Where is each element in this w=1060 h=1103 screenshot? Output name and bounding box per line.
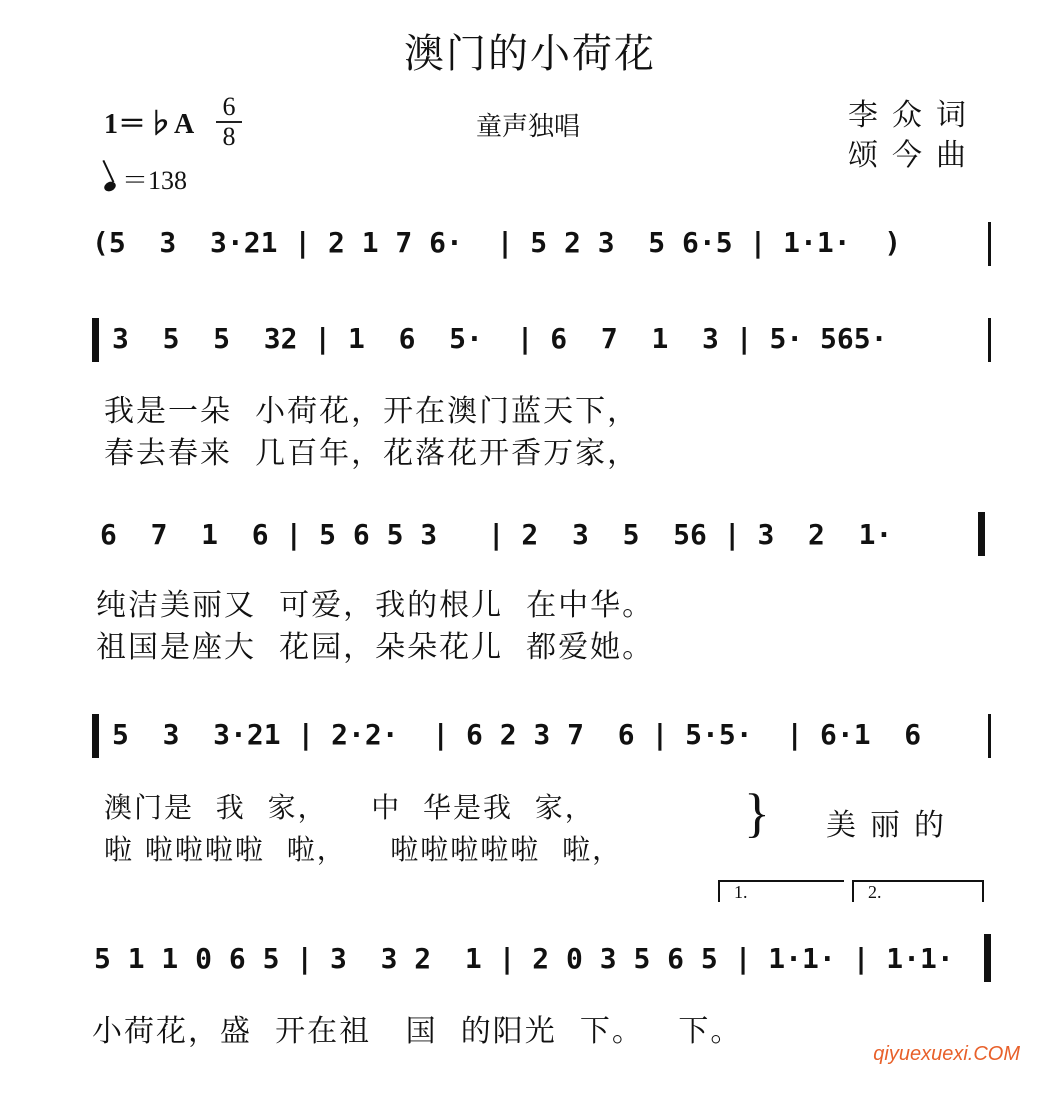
repeat-end-barline xyxy=(978,512,985,556)
volta-first-ending xyxy=(718,880,844,902)
composer-credit: 颂今曲 xyxy=(848,138,980,173)
site-watermark: qiyuexuexi.COM xyxy=(873,1043,1020,1065)
notation-row-5: 5 1 1 0 6 5 | 3 3 2 1 | 2 0 3 5 6 5 | 1·1· | 1·1· xyxy=(94,942,954,975)
side-lyric: 美丽的 xyxy=(826,808,958,843)
notation-row-1: (5 3 3·21 | 2 1 7 6· | 5 2 3 5 6·5 | 1·1· ) xyxy=(92,226,902,259)
repeat-start-barline xyxy=(92,714,99,758)
quarter-note-icon xyxy=(103,180,118,193)
time-signature xyxy=(214,94,244,150)
brace-icon: } xyxy=(744,783,770,843)
notation-row-2: 3 5 5 32 | 1 6 5· | 6 7 1 3 | 5· 565· xyxy=(112,322,888,355)
barline xyxy=(988,222,991,266)
lyric-row-2-verse-1: 我是一朵 小荷花，开在澳门蓝天下， xyxy=(104,394,640,429)
repeat-start-barline xyxy=(92,318,99,362)
song-title: 澳门的小荷花 xyxy=(404,31,656,77)
barline xyxy=(988,714,991,758)
tempo-value: ＝138 xyxy=(122,166,188,195)
meter-top: 6 xyxy=(222,92,236,121)
performance-type: 童声独唱 xyxy=(476,112,581,142)
notation-row-4: 5 3 3·21 | 2·2· | 6 2 3 7 6 | 5·5· | 6·1 6 xyxy=(112,718,922,751)
lyricist-credit: 李众词 xyxy=(848,98,980,133)
meter-bottom: 8 xyxy=(222,122,236,151)
lyric-row-3-verse-1: 纯洁美丽又 可爱，我的根儿 在中华。 xyxy=(96,588,655,623)
lyric-row-2-verse-2: 春去春来 几百年，花落花开香万家， xyxy=(104,436,640,471)
volta-2-label: 2. xyxy=(868,882,882,902)
lyric-row-5: 小荷花，盛 开在祖 国 的阳光 下。 下。 xyxy=(92,1014,743,1049)
lyric-row-4-verse-2: 啦 啦啦啦啦 啦， 啦啦啦啦啦 啦， xyxy=(104,833,623,866)
lyric-row-4-verse-1: 澳门是 我 家， 中 华是我 家， xyxy=(104,791,595,824)
volta-second-ending xyxy=(852,880,984,902)
tempo-marking xyxy=(104,160,187,197)
volta-1-label: 1. xyxy=(734,882,748,902)
notation-row-3: 6 7 1 6 | 5 6 5 3 | 2 3 5 56 | 3 2 1· xyxy=(100,518,893,551)
barline xyxy=(988,318,991,362)
final-barline xyxy=(984,934,991,982)
lyric-row-3-verse-2: 祖国是座大 花园，朵朵花儿 都爱她。 xyxy=(96,630,655,665)
key-signature: 1＝♭A xyxy=(104,109,195,140)
